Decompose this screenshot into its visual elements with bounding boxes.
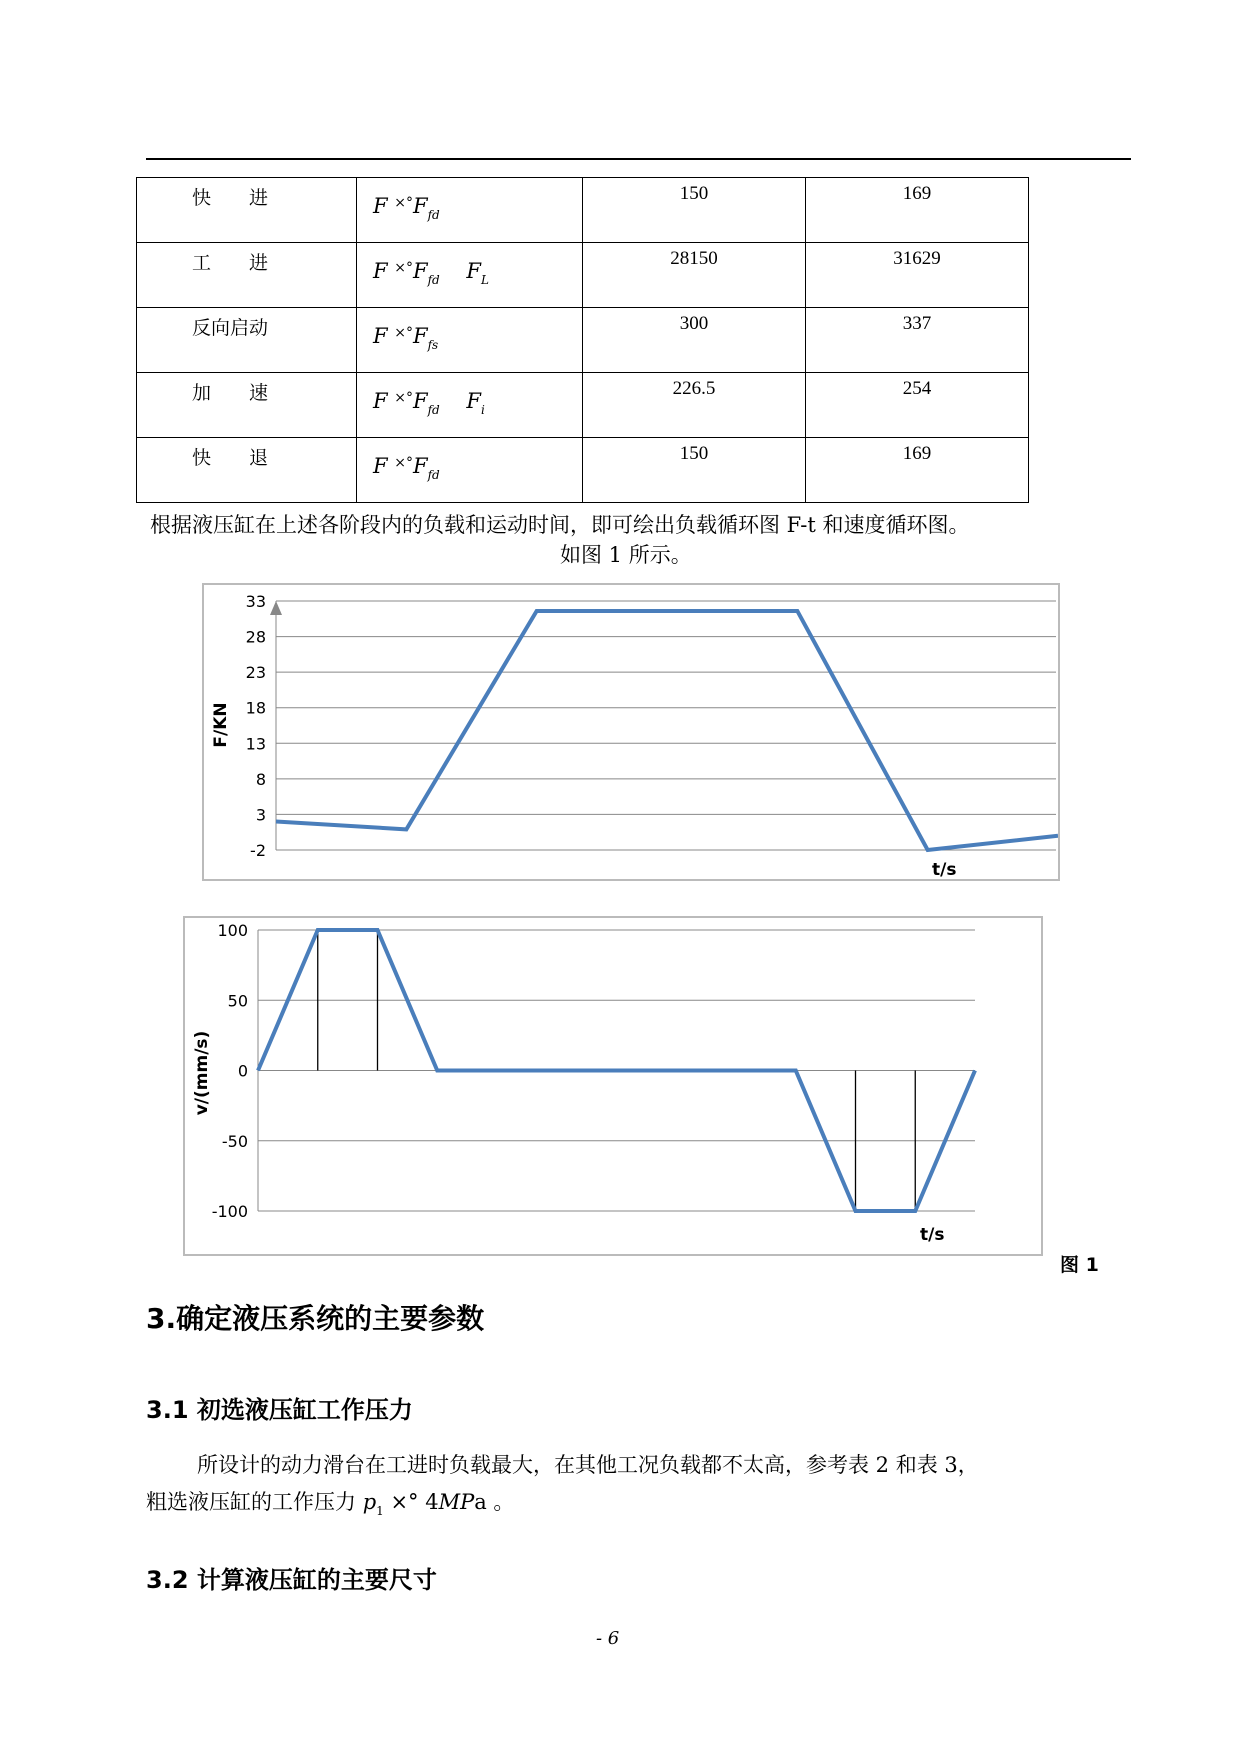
y-tick-label: 100 [217, 921, 248, 940]
y-tick-label: -2 [250, 841, 266, 860]
header-rule [146, 158, 1131, 160]
y-tick-label: 28 [245, 627, 266, 647]
y-tick-label: -100 [211, 1202, 248, 1221]
value-cell: 150 [583, 438, 806, 503]
y-tick-label: 33 [245, 592, 266, 611]
section-heading-3: 3.确定液压系统的主要参数 [146, 1302, 485, 1335]
stage-cell: 加 速 [137, 373, 357, 438]
formula-cell: F $^{\times^\circ}F_{fd}$ [357, 178, 583, 243]
x-axis-label: t/s [932, 860, 957, 879]
y-axis-label: v/(mm/s) [192, 1030, 212, 1116]
figure-label: 图 1 [1060, 1254, 1099, 1276]
y-tick-label: 18 [245, 698, 266, 718]
value-cell: 28150 [583, 243, 806, 308]
y-tick-label: 0 [237, 1061, 248, 1081]
value-cell: 150 [583, 178, 806, 243]
stage-cell: 工 进 [137, 243, 357, 308]
table-row [137, 438, 1029, 503]
velocity-chart [183, 916, 1043, 1256]
formula-cell: F $^{\times^\circ}F_{fs}$ [357, 308, 583, 373]
stage-cell: 反向启动 [137, 308, 357, 373]
paragraph-1-cont: 如图 1 所示。 [560, 543, 692, 567]
value-cell: 169 [806, 178, 1029, 243]
page-number: - 6 [596, 1628, 620, 1649]
paragraph-2-text: 粗选液压缸的工作压力 [146, 1490, 363, 1514]
y-tick-label: 8 [255, 769, 266, 789]
formula-cell: F $^{\times^\circ}F_{fd}$ $F_i$ [357, 373, 583, 438]
pressure-value: ×° 4 [383, 1490, 439, 1514]
y-tick-label: 3 [255, 805, 266, 825]
value-cell: 31629 [806, 243, 1029, 308]
pressure-unit-end: a 。 [474, 1490, 515, 1514]
paragraph-2: 所设计的动力滑台在工进时负载最大，在其他工况负载都不太高，参考表 2 和表 3， [197, 1453, 979, 1477]
value-cell: 226.5 [583, 373, 806, 438]
formula-cell: F $^{\times^\circ}F_{fd}$ [357, 438, 583, 503]
force-chart [202, 583, 1060, 881]
load-table [136, 177, 1029, 503]
x-axis-label: t/s [920, 1225, 945, 1245]
pressure-symbol: p [362, 1490, 377, 1514]
value-cell: 300 [583, 308, 806, 373]
value-cell: 337 [806, 308, 1029, 373]
stage-cell: 快 退 [137, 438, 357, 503]
axis-arrow-icon [270, 601, 282, 615]
y-tick-label: 13 [245, 734, 266, 754]
paragraph-2-cont [146, 1487, 514, 1526]
pressure-subscript: 1 [376, 1504, 384, 1518]
formula-cell: F $^{\times^\circ}F_{fd}$ $F_L$ [357, 243, 583, 308]
table-row [137, 373, 1029, 438]
table-row [137, 308, 1029, 373]
section-heading-3-2: 3.2 计算液压缸的主要尺寸 [146, 1566, 437, 1594]
value-cell: 254 [806, 373, 1029, 438]
section-heading-3-1: 3.1 初选液压缸工作压力 [146, 1396, 413, 1424]
table-row [137, 178, 1029, 243]
table-row [137, 243, 1029, 308]
stage-cell: 快 进 [137, 178, 357, 243]
paragraph-1: 根据液压缸在上述各阶段内的负载和运动时间，即可绘出负载循环图 F-t 和速度循环图。 [150, 513, 970, 537]
y-tick-label: -50 [221, 1131, 248, 1151]
y-tick-label: 50 [227, 991, 248, 1011]
y-tick-label: 23 [245, 663, 266, 683]
value-cell: 169 [806, 438, 1029, 503]
y-axis-label: F/KN [211, 702, 231, 748]
pressure-unit: MP [438, 1490, 475, 1514]
